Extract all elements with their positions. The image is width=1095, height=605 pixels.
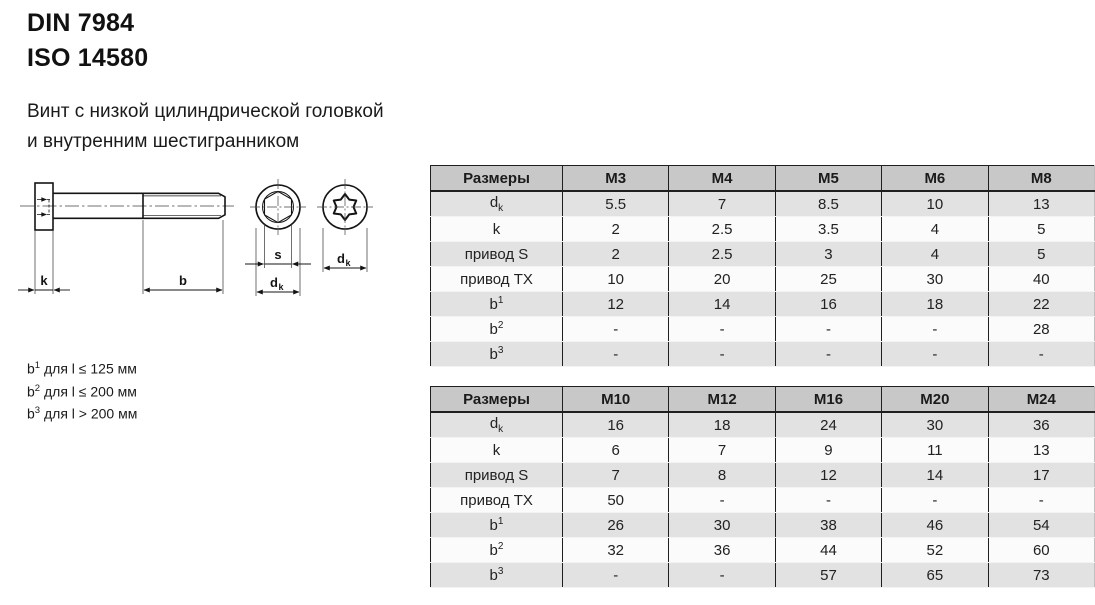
size-column-header: M20 (882, 387, 988, 413)
value-cell: 22 (988, 292, 1094, 317)
value-cell: 46 (882, 513, 988, 538)
value-cell: 18 (669, 412, 775, 438)
value-cell: 4 (882, 217, 988, 242)
row-label: привод S (431, 242, 563, 267)
table-row (431, 267, 1095, 292)
row-label: $b^1$ (431, 292, 563, 317)
value-cell: 44 (775, 538, 881, 563)
value-cell: 5.5 (563, 191, 669, 217)
size-column-header: M6 (882, 166, 988, 192)
screw-head-outline (35, 183, 53, 230)
row-label: $d_k$ (431, 191, 563, 217)
row-label: $b^3$ (431, 563, 563, 588)
row-label-header: Размеры (431, 166, 563, 192)
row-label: k (431, 438, 563, 463)
value-cell: 12 (775, 463, 881, 488)
value-cell: 30 (882, 267, 988, 292)
screw-side-view (18, 183, 234, 294)
value-cell: 11 (882, 438, 988, 463)
technical-drawing (12, 168, 412, 318)
table-row (431, 317, 1095, 342)
size-column-header: M24 (988, 387, 1094, 413)
table-row (431, 412, 1095, 438)
value-cell: - (988, 342, 1094, 367)
value-cell: 10 (882, 191, 988, 217)
value-cell: 17 (988, 463, 1094, 488)
standards-title (27, 6, 148, 76)
value-cell: 10 (563, 267, 669, 292)
size-column-header: M8 (988, 166, 1094, 192)
footnote-b2: $b^2$ для l ≤ 200 мм (27, 382, 137, 400)
value-cell: 7 (669, 438, 775, 463)
value-cell: 14 (669, 292, 775, 317)
spec-table-m10-m24 (430, 386, 1095, 588)
value-cell: 52 (882, 538, 988, 563)
value-cell: 2 (563, 242, 669, 267)
footnote-b3: $b^3$ для l > 200 мм (27, 405, 138, 422)
value-cell: 3.5 (775, 217, 881, 242)
value-cell: 26 (563, 513, 669, 538)
value-cell: - (669, 488, 775, 513)
value-cell: 32 (563, 538, 669, 563)
value-cell: 73 (988, 563, 1094, 588)
table-header-row (431, 166, 1095, 192)
value-cell: 16 (775, 292, 881, 317)
table-row (431, 242, 1095, 267)
value-cell: 4 (882, 242, 988, 267)
value-cell: - (882, 488, 988, 513)
description-line-1: Винт с низкой цилиндрической головкой (27, 101, 384, 122)
table-header-row (431, 387, 1095, 413)
value-cell: 8 (669, 463, 775, 488)
table-row (431, 463, 1095, 488)
spec-table-m3-m8 (430, 165, 1095, 367)
hex-socket-view (245, 179, 311, 296)
size-column-header: M12 (669, 387, 775, 413)
value-cell: 65 (882, 563, 988, 588)
row-label: k (431, 217, 563, 242)
crosshair-torx (317, 179, 373, 235)
value-cell: - (775, 342, 881, 367)
row-label: $b^3$ (431, 342, 563, 367)
value-cell: 2.5 (669, 242, 775, 267)
table-row (431, 342, 1095, 367)
value-cell: - (563, 317, 669, 342)
footnotes (27, 356, 137, 424)
dim-label-k: k (40, 273, 48, 288)
dim-label-b: b (179, 273, 187, 288)
dim-label-dk-torx-sub: k (345, 258, 351, 268)
value-cell: - (775, 317, 881, 342)
value-cell: 14 (882, 463, 988, 488)
value-cell: - (882, 342, 988, 367)
din-number: DIN 7984 (27, 9, 135, 37)
value-cell: 28 (988, 317, 1094, 342)
dim-label-dk-hex: d (270, 275, 278, 290)
value-cell: - (669, 563, 775, 588)
row-label-header: Размеры (431, 387, 563, 413)
table-row (431, 292, 1095, 317)
value-cell: 38 (775, 513, 881, 538)
value-cell: 8.5 (775, 191, 881, 217)
value-cell: 16 (563, 412, 669, 438)
value-cell: 12 (563, 292, 669, 317)
row-label: привод TX (431, 488, 563, 513)
value-cell: 54 (988, 513, 1094, 538)
table-row (431, 217, 1095, 242)
value-cell: 7 (563, 463, 669, 488)
dim-label-s: s (274, 247, 282, 262)
value-cell: 7 (669, 191, 775, 217)
value-cell: 5 (988, 242, 1094, 267)
row-label: привод S (431, 463, 563, 488)
footnote-b1: $b^1$ для l ≤ 125 мм (27, 360, 137, 377)
value-cell: 18 (882, 292, 988, 317)
value-cell: 13 (988, 438, 1094, 463)
value-cell: 6 (563, 438, 669, 463)
table-row (431, 191, 1095, 217)
value-cell: 20 (669, 267, 775, 292)
value-cell: 57 (775, 563, 881, 588)
value-cell: - (669, 317, 775, 342)
iso-number: ISO 14580 (27, 44, 149, 72)
row-label: $b^2$ (431, 317, 563, 342)
value-cell: - (563, 342, 669, 367)
value-cell: 3 (775, 242, 881, 267)
crosshair-hex (250, 179, 306, 235)
value-cell: 13 (988, 191, 1094, 217)
value-cell: - (882, 317, 988, 342)
row-label: $b^2$ (431, 538, 563, 563)
dim-label-dk-torx: d (337, 251, 345, 266)
value-cell: 25 (775, 267, 881, 292)
value-cell: 30 (669, 513, 775, 538)
size-column-header: M16 (775, 387, 881, 413)
table-row (431, 538, 1095, 563)
description-line-2: и внутренним шестигранником (27, 131, 300, 152)
value-cell: - (988, 488, 1094, 513)
row-label: $d_k$ (431, 412, 563, 438)
dim-label-dk-hex-sub: k (278, 282, 284, 292)
row-label: $b^1$ (431, 513, 563, 538)
value-cell: 36 (988, 412, 1094, 438)
table-row (431, 563, 1095, 588)
dimension-tables (430, 165, 1095, 588)
table-row (431, 438, 1095, 463)
value-cell: 5 (988, 217, 1094, 242)
value-cell: - (775, 488, 881, 513)
value-cell: 50 (563, 488, 669, 513)
size-column-header: M10 (563, 387, 669, 413)
row-label: привод TX (431, 267, 563, 292)
value-cell: 60 (988, 538, 1094, 563)
table-row (431, 488, 1095, 513)
value-cell: 30 (882, 412, 988, 438)
value-cell: 2 (563, 217, 669, 242)
value-cell: - (669, 342, 775, 367)
value-cell: 9 (775, 438, 881, 463)
size-column-header: M4 (669, 166, 775, 192)
table-row (431, 513, 1095, 538)
value-cell: 2.5 (669, 217, 775, 242)
size-column-header: M5 (775, 166, 881, 192)
hidden-socket-lines (37, 200, 51, 215)
product-description (27, 97, 384, 157)
size-column-header: M3 (563, 166, 669, 192)
value-cell: 40 (988, 267, 1094, 292)
extension-lines-side (35, 220, 223, 294)
value-cell: - (563, 563, 669, 588)
value-cell: 36 (669, 538, 775, 563)
value-cell: 24 (775, 412, 881, 438)
